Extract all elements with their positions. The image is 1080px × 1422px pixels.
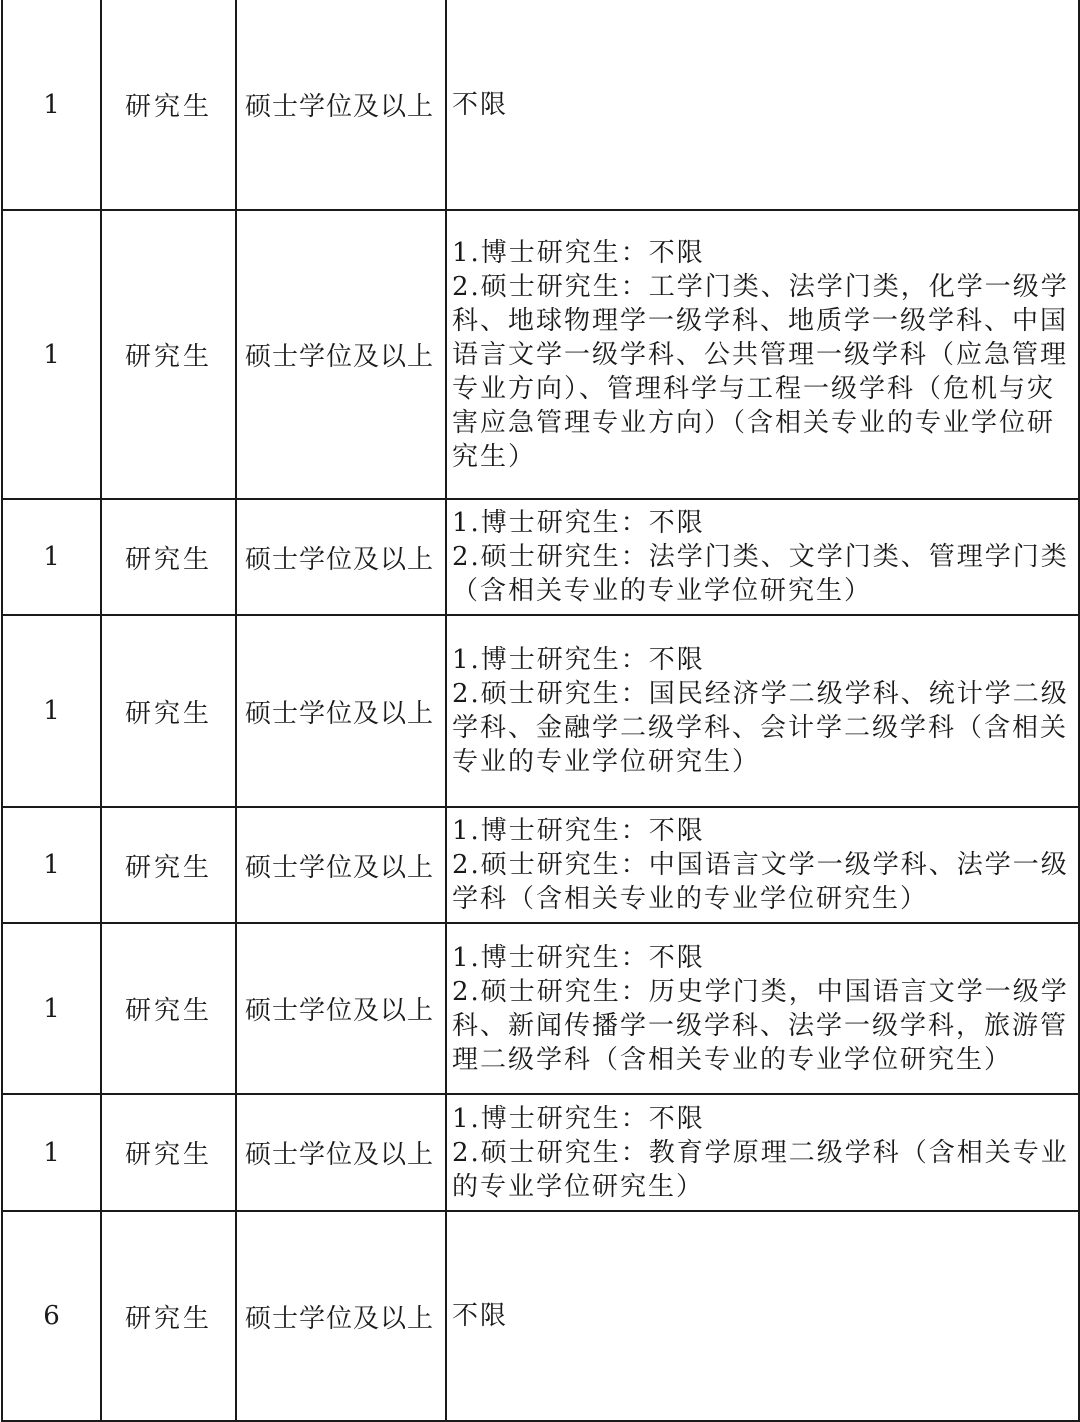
- major-requirement-cell: [446, 1211, 1079, 1421]
- requirement-line: 害应急管理专业方向）（含相关专业的专业学位研: [452, 407, 1056, 438]
- table-row: [2, 0, 1079, 210]
- requirement-line: 专业的专业学位研究生）: [452, 747, 761, 777]
- requirement-line: 理二级学科（含相关专业的专业学位研究生）: [452, 1044, 1013, 1075]
- requirement-line: 2.硕士研究生：法学门类、文学门类、管理学门类: [452, 542, 1069, 572]
- degree-cell: 硕士学位及以上: [236, 615, 446, 807]
- education-cell: 研究生: [101, 615, 236, 807]
- major-requirement-cell: [446, 0, 1079, 210]
- requirement-line: 1.博士研究生：不限: [452, 1103, 705, 1134]
- education-cell: 研究生: [101, 1094, 236, 1211]
- headcount-cell: 1: [2, 1094, 101, 1211]
- degree-cell: 硕士学位及以上: [236, 0, 446, 210]
- requirement-line: 1.博士研究生：不限: [452, 816, 705, 846]
- major-requirement-cell: [446, 923, 1079, 1094]
- degree-cell: 硕士学位及以上: [236, 923, 446, 1094]
- headcount-cell: 1: [2, 499, 101, 615]
- headcount-cell: 6: [2, 1211, 101, 1421]
- headcount-cell: 1: [2, 210, 101, 499]
- requirement-line: 不限: [452, 89, 509, 120]
- headcount-cell: 1: [2, 923, 101, 1094]
- major-requirement-cell: [446, 807, 1079, 923]
- major-requirement-cell: [446, 210, 1079, 499]
- major-requirement-cell: [446, 499, 1079, 615]
- major-requirement-cell: [446, 615, 1079, 807]
- table-row: [2, 1211, 1079, 1421]
- requirement-line: （含相关专业的专业学位研究生）: [452, 576, 873, 606]
- requirement-line: 1.博士研究生：不限: [452, 942, 705, 973]
- table-row: [2, 210, 1079, 499]
- requirement-line: 2.硕士研究生：工学门类、法学门类，化学一级学: [452, 271, 1069, 302]
- requirement-line: 学科（含相关专业的专业学位研究生）: [452, 884, 929, 914]
- requirement-line: 2.硕士研究生：中国语言文学一级学科、法学一级: [452, 850, 1069, 880]
- table-row: [2, 615, 1079, 807]
- requirement-line: 的专业学位研究生）: [452, 1171, 705, 1202]
- education-cell: 研究生: [101, 1211, 236, 1421]
- headcount-cell: 1: [2, 0, 101, 210]
- recruitment-table: [1, 0, 1080, 1422]
- headcount-cell: 1: [2, 615, 101, 807]
- table-row: [2, 807, 1079, 923]
- education-cell: 研究生: [101, 923, 236, 1094]
- requirement-line: 1.博士研究生：不限: [452, 508, 705, 538]
- requirement-line: 1.博士研究生：不限: [452, 237, 705, 268]
- requirement-line: 2.硕士研究生：国民经济学二级学科、统计学二级: [452, 679, 1069, 709]
- education-cell: 研究生: [101, 807, 236, 923]
- table-body: [2, 0, 1079, 1421]
- degree-cell: 硕士学位及以上: [236, 1094, 446, 1211]
- requirement-line: 科、地球物理学一级学科、地质学一级学科、中国: [452, 305, 1069, 336]
- requirement-line: 专业方向）、管理科学与工程一级学科（危机与灾: [452, 373, 1056, 404]
- requirement-line: 科、新闻传播学一级学科、法学一级学科，旅游管: [452, 1010, 1069, 1041]
- table-row: [2, 499, 1079, 615]
- major-requirement-cell: [446, 1094, 1079, 1211]
- education-cell: 研究生: [101, 210, 236, 499]
- degree-cell: 硕士学位及以上: [236, 807, 446, 923]
- degree-cell: 硕士学位及以上: [236, 499, 446, 615]
- requirement-line: 学科、金融学二级学科、会计学二级学科（含相关: [452, 713, 1069, 743]
- education-cell: 研究生: [101, 0, 236, 210]
- requirement-line: 1.博士研究生：不限: [452, 645, 705, 675]
- headcount-cell: 1: [2, 807, 101, 923]
- requirement-line: 2.硕士研究生：教育学原理二级学科（含相关专业: [452, 1137, 1069, 1168]
- requirement-line: 2.硕士研究生：历史学门类，中国语言文学一级学: [452, 976, 1069, 1007]
- table-row: [2, 923, 1079, 1094]
- degree-cell: 硕士学位及以上: [236, 210, 446, 499]
- table-row: [2, 1094, 1079, 1211]
- requirement-line: 语言文学一级学科、公共管理一级学科（应急管理: [452, 339, 1069, 370]
- requirement-line: 不限: [452, 1301, 509, 1331]
- education-cell: 研究生: [101, 499, 236, 615]
- requirement-line: 究生）: [452, 441, 537, 472]
- degree-cell: 硕士学位及以上: [236, 1211, 446, 1421]
